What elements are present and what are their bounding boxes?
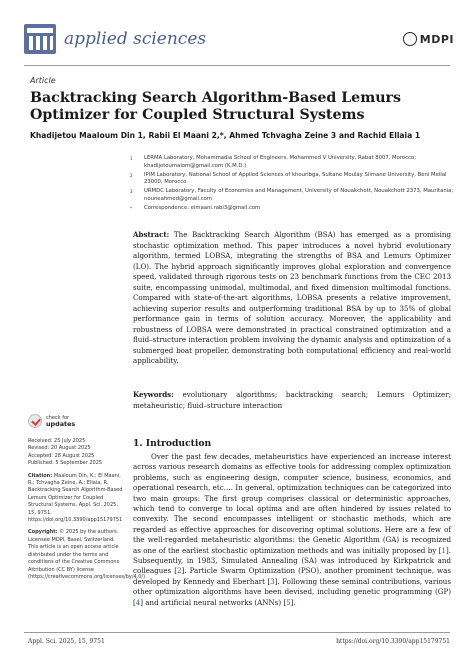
journal-name: applied sciences xyxy=(64,29,207,49)
citation-block xyxy=(28,473,124,525)
received-date: Received: 25 July 2025 xyxy=(28,438,86,444)
author-names: Khadijetou Maaloum Din 1, Rabii El Maani 2,*, Ahmed Tchvagha Zeine 3 and Rachid Ellaia 1 xyxy=(30,131,421,140)
abstract xyxy=(133,230,451,367)
header-divider xyxy=(24,65,450,66)
accepted-date: Accepted: 28 August 2025 xyxy=(28,452,95,459)
intro-text: ]. Following these seminal contributions, various other optimization algorithms have been devised, including genetic programming (GP) [ xyxy=(133,576,451,607)
copyright-label: Copyright: xyxy=(28,529,58,536)
reference-link[interactable]: 5 xyxy=(286,597,291,607)
abstract-label: Abstract: xyxy=(133,230,170,239)
journal-header xyxy=(24,24,454,58)
check-updates-icon xyxy=(28,414,42,428)
affiliation-item xyxy=(130,205,460,213)
updates-label: updates xyxy=(46,420,76,428)
reference-link[interactable]: 3 xyxy=(270,576,275,586)
affiliation-text: IPIM Laboratory, National School of Applied Sciences of khouribga, Sultane Moulay Slimane University, Beni Mellal 23000, Morocco xyxy=(144,171,447,186)
footer-doi-link[interactable]: https://doi.org/10.3390/app15179751 xyxy=(336,638,450,645)
introduction-paragraph xyxy=(133,452,451,608)
intro-text: Over the past few decades, metaheuristics have experienced an increase interest across various research domains as effective tools for addressing complex optimization problems, such as engineering design, computer science, business, economics, and operational research, etc…. In general, optimization techniques can be categorized into two main groups: The first group comprises classical or deterministic approaches, which tend to converge to local optima and are often hindered by issues related to convexity. The second encompasses intelligent or stochastic methods, which are regarded as effective approaches for discovering optimal solutions. Here are a few of the well-regarded metaheuristic algorithms: the Genetic Algorithm (GA) is recognized as one of the earliest stochastic optimization methods and was initially proposed by [ xyxy=(133,452,451,555)
citation-text: Maaloum Din, K.; El Maani, R.; Tchvagha Zeine, A.; Ellaia, R. Backtracking Search Algorithm-Based Lemurs Optimizer for Coupled Structural Systems. Appl. Sci. 2025, 15, 9751. https://doi.org/10.3390/app15179751 xyxy=(28,472,123,524)
intro-text: ]. xyxy=(290,597,296,607)
section-heading: 1. Introduction xyxy=(133,438,212,449)
affiliation-number: 1 xyxy=(130,156,133,161)
article-title: Backtracking Search Algorithm-Based Lemurs Optimizer for Coupled Structural Systems xyxy=(30,90,402,123)
footer-divider xyxy=(24,632,450,633)
keywords-label: Keywords: xyxy=(133,390,174,399)
copyright-block xyxy=(28,529,147,581)
citation-label: Citation: xyxy=(28,472,53,479)
reference-link[interactable]: 4 xyxy=(135,597,141,607)
publication-dates xyxy=(28,438,124,468)
published-date: Published: 5 September 2025 xyxy=(28,460,103,467)
intro-text: ]. Particle Swarm Optimization (PSO), another prominent technique, was developed by Kennedy and Eberhart [ xyxy=(133,566,451,586)
copyright-text: © 2025 by the authors. Licensee MDPI, Basel, Switzerland. This article is an open access article distributed under the terms and conditions of the Creative Commons Attribution (CC BY) license (https://creativecommons.org/licenses/by/4.0/). xyxy=(28,529,147,580)
mdpi-logo-icon xyxy=(403,32,417,46)
reference-link[interactable]: 2 xyxy=(177,566,182,576)
reference-link[interactable]: 1 xyxy=(441,545,446,555)
affiliation-text: URMDC Laboratory, Faculty of Economics and Management, University of Nouakchott, Nouakchott 2373, Mauritania; nouneahmed@gmail.com xyxy=(144,188,454,202)
check-for-updates-button[interactable] xyxy=(28,413,124,433)
author-list xyxy=(30,131,450,140)
abstract-text: The Backtracking Search Algorithm (BSA) has emerged as a promising stochastic optimization method. This paper introduces a novel hybrid evolutionary algorithm, termed LOBSA, integrating the strengths of BSA and Lemurs Optimizer (LO). The hybrid approach significantly improves global exploration and convergence speed, validated through rigorous tests on 23 benchmark functions from the CEC 2013 suite, encompassing unimodal, multimodal, and fixed dimension multimodal functions. Compared with state-of-the-art algorithms, LOBSA presents a relative improvement, achieving superior results and outperforming traditional BSA by up to 35% of global performance gain in terms of solution accuracy. Moreover, the applicability and robustness of LOBSA were demonstrated in practical constrained optimization and a fluid–structure interaction problem involving the dynamic analysis and optimization of a submerged boat propeller, demonstrating both computational efficiency and real-world applicability. xyxy=(133,230,451,365)
intro-text: ]. Subsequently, in 1983, Simulated Annealing (SA) was introduced by Kirkpatrick and colleagues [ xyxy=(133,545,451,576)
affiliation-number: * xyxy=(130,205,132,211)
affiliation-text: LERMA Laboratory, Mohammadia School of Engineers, Mohammed V University, Rabat 8007, Morocco; khadijetoumalom@gmail.com (K.M.D.) xyxy=(144,155,417,169)
affiliation-item xyxy=(130,188,460,204)
publisher-logo xyxy=(403,32,454,46)
affiliation-number: 2 xyxy=(130,172,133,178)
affiliations xyxy=(130,155,460,214)
temple-columns-icon xyxy=(24,24,56,54)
revised-date: Revised: 20 August 2025 xyxy=(28,445,91,452)
article-type: Article xyxy=(30,76,56,85)
check-label: check for xyxy=(46,415,70,421)
affiliation-item xyxy=(130,172,460,188)
keywords-text: evolutionary algorithms; backtracking search; Lemurs Optimizer; metaheuristic; fluid–structure interaction xyxy=(133,390,451,410)
affiliation-item xyxy=(130,155,460,171)
intro-text: ] and artificial neural networks (ANNs) [ xyxy=(140,597,287,607)
article-sidebar xyxy=(28,413,147,586)
publisher-name: MDPI xyxy=(419,33,454,46)
footer-citation: Appl. Sci. 2025, 15, 9751 xyxy=(28,638,105,645)
keywords xyxy=(133,390,451,411)
affiliation-number: 3 xyxy=(130,189,133,195)
correspondence-text: Correspondence: elmaani.rabi3@gmail.com xyxy=(144,204,261,211)
